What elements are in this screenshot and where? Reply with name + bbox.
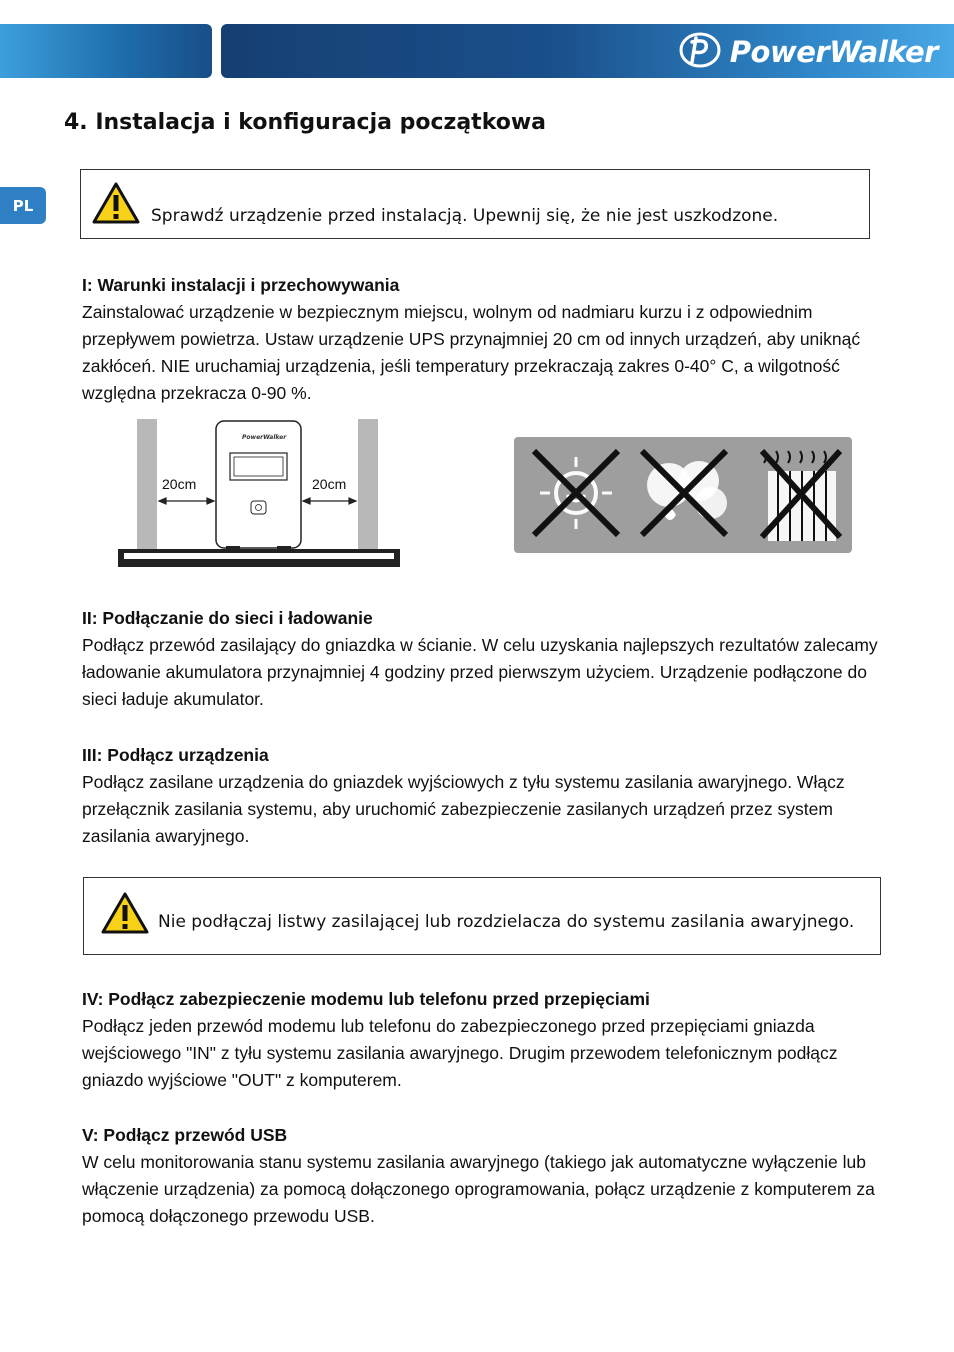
warning-text: Nie podłączaj listwy zasilającej lub rozdzielacza do systemu zasilania awaryjnego.: [158, 912, 855, 932]
section-body: Podłącz jeden przewód modemu lub telefonu do zabezpieczonego przed przepięciami gniazda wejściowego "IN" z tyłu systemu zasilania awaryjnego. Drugim przewodem telefonicznym podłącz gniazdo wyjściowe "OUT" z komputerem.: [82, 1016, 838, 1090]
section-heading: V: Podłącz przewód USB: [82, 1125, 288, 1145]
warning-text: Sprawdź urządzenie przed instalacją. Upewnij się, że nie jest uszkodzone.: [151, 206, 779, 226]
section-usb-cable: [82, 1122, 897, 1230]
left-clearance-label: 20cm: [162, 476, 197, 492]
section-body: Podłącz przewód zasilający do gniazdka w ścianie. W celu uzyskania najlepszych rezultatów zalecamy ładowanie akumulatora przynajmniej 4 godziny przed pierwszym użyciem. Urządzenie podłączone do sieci ładuje akumulator.: [82, 635, 878, 709]
section-connect-devices: [82, 742, 897, 850]
section-heading: I: Warunki instalacji i przechowywania: [82, 275, 400, 295]
environment-restrictions: [514, 437, 852, 553]
section-body: Podłącz zasilane urządzenia do gniazdek wyjściowych z tyłu systemu zasilania awaryjnego. Włącz przełącznik zasilania systemu, aby uruchomić zabezpieczenie zasilanych urządzeń przez system zasilania awaryjnego.: [82, 772, 845, 846]
section-surge-protection: [82, 986, 897, 1094]
brand-logo-text: PowerWalker: [729, 35, 938, 69]
right-clearance-label: 20cm: [312, 476, 347, 492]
section-heading: III: Podłącz urządzenia: [82, 745, 269, 765]
section-body: W celu monitorowania stanu systemu zasilania awaryjnego (takiego jak automatyczne wyłączenie lub włączenie urządzenia) za pomocą dołączonego oprogramowania, połącz urządzenie z komputerem za pomocą dołączonego przewodu USB.: [82, 1152, 875, 1226]
header-bar-left: [0, 24, 212, 78]
section-power-charging: [82, 605, 897, 713]
ups-brand-label: PowerWalker: [242, 434, 287, 441]
no-heat-sun-icon: [534, 451, 618, 535]
warning-box-inspect: [80, 169, 870, 239]
right-wall: [358, 419, 378, 549]
clearance-diagram: [116, 417, 402, 571]
section-install-conditions: [82, 272, 897, 407]
section-heading: IV: Podłącz zabezpieczenie modemu lub telefonu przed przepięciami: [82, 989, 650, 1009]
page-title: 4. Instalacja i konfiguracja początkowa: [64, 110, 547, 135]
warning-box-power-strip: [83, 877, 881, 955]
warning-triangle-icon: [91, 181, 141, 229]
warning-triangle-icon: [100, 891, 150, 939]
section-heading: II: Podłączanie do sieci i ładowanie: [82, 608, 373, 628]
brand-logo-icon: [678, 30, 724, 74]
brand-logo: [678, 30, 938, 74]
section-body: Zainstalować urządzenie w bezpiecznym miejscu, wolnym od nadmiaru kurzu i z odpowiednim przepływem powietrza. Ustaw urządzenie UPS przynajmniej 20 cm od innych urządzeń, aby uniknąć zakłóceń. NIE uruchamiaj urządzenia, jeśli temperatury przekraczają zakres 0-40° C, a wilgotność względna przekracza 0-90 %.: [82, 302, 861, 403]
language-tab: PL: [0, 187, 46, 224]
left-wall: [137, 419, 157, 549]
